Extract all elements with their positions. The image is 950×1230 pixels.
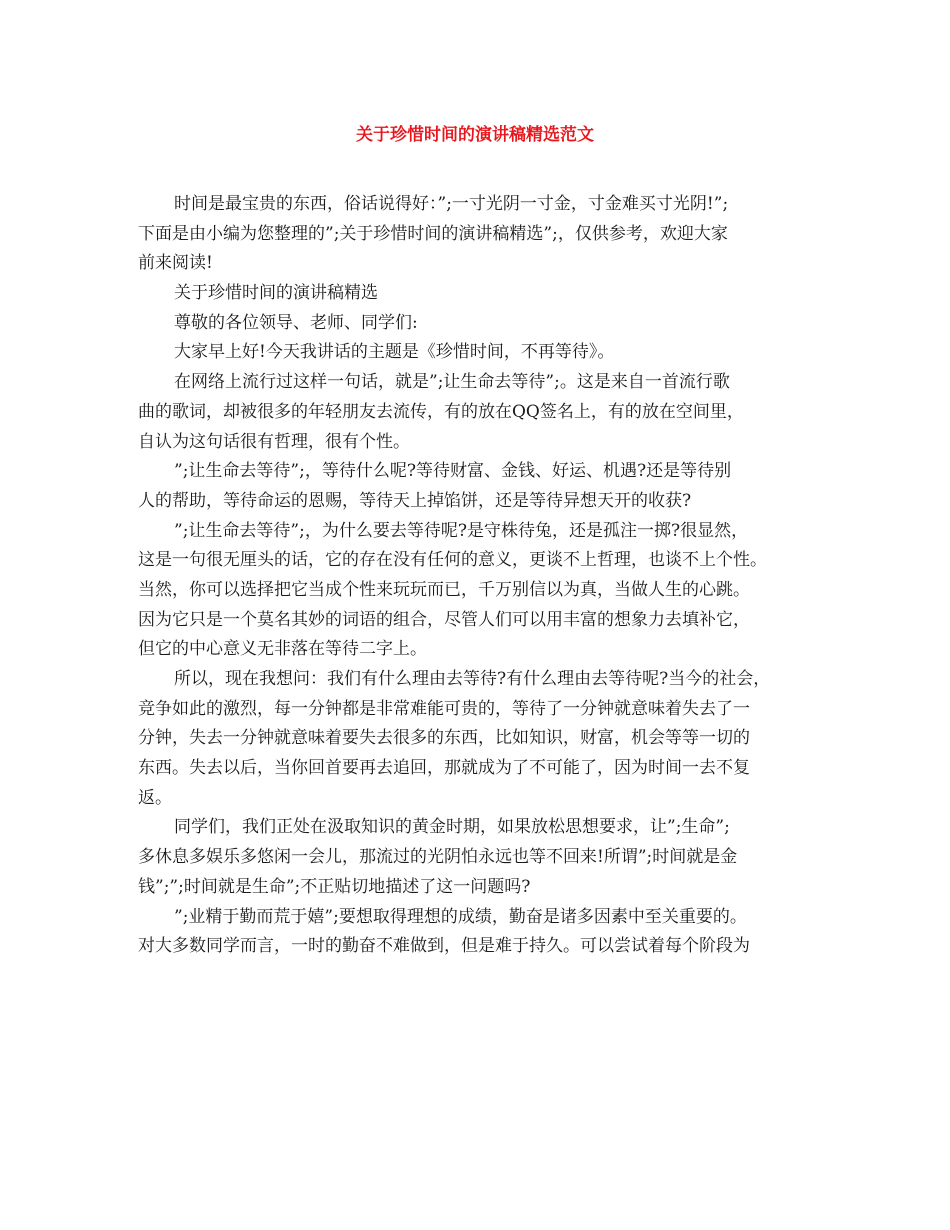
text-line: 自认为这句话很有哲理，很有个性。 <box>138 431 410 452</box>
text-line: 当然，你可以选择把它当成个性来玩玩而已，千万别信以为真，当做人生的心跳。 <box>138 579 750 600</box>
text-line: 对大多数同学而言，一时的勤奋不难做到，但是难于持久。可以尝试着每个阶段为 <box>138 936 750 957</box>
document-title: 关于珍惜时间的演讲稿精选范文 <box>356 125 594 145</box>
text-line: 钱”;”;时间就是生命”;不正贴切地描述了这一问题吗? <box>138 876 531 897</box>
text-line: 所以，现在我想问：我们有什么理由去等待?有什么理由去等待呢?当今的社会， <box>174 669 771 689</box>
text-line: 同学们，我们正处在汲取知识的黄金时期，如果放松思想要求，让”;生命”; <box>174 817 730 838</box>
text-line: 返。 <box>138 787 172 808</box>
text-line: 东西。失去以后，当你回首要再去追回，那就成为了不可能了，因为时间一去不复 <box>138 758 750 779</box>
text-line: 尊敬的各位领导、老师、同学们: <box>174 312 418 333</box>
text-line: 关于珍惜时间的演讲稿精选 <box>174 283 378 304</box>
text-line: ”;让生命去等待”;，等待什么呢?等待财富、金钱、好运、机遇?还是等待别 <box>174 461 732 482</box>
text-line: 在网络上流行过这样一句话，就是”;让生命去等待”;。这是来自一首流行歌 <box>174 372 730 393</box>
text-line: 大家早上好!今天我讲话的主题是《珍惜时间，不再等待》。 <box>174 342 615 363</box>
text-line: 时间是最宝贵的东西，俗话说得好：”;一寸光阴一寸金，寸金难买寸光阴!”; <box>174 194 729 214</box>
text-line: ”;让生命去等待”;，为什么要去等待呢?是守株待兔，还是孤注一掷?很显然， <box>174 520 749 541</box>
text-line: 下面是由小编为您整理的”;关于珍惜时间的演讲稿精选”;，仅供参考，欢迎大家 <box>138 223 728 244</box>
document-body <box>138 190 838 962</box>
text-line: 分钟，失去一分钟就意味着要失去很多的东西，比如知识，财富，机会等等一切的 <box>138 728 750 749</box>
text-line: 多休息多娱乐多悠闲一会儿，那流过的光阴怕永远也等不回来!所谓”;时间就是金 <box>138 847 738 868</box>
text-line: 前来阅读! <box>138 253 213 274</box>
text-line: 但它的中心意义无非落在等待二字上。 <box>138 639 427 660</box>
text-line: 曲的歌词，却被很多的年轻朋友去流传，有的放在QQ签名上，有的放在空间里， <box>138 401 744 422</box>
text-line: ”;业精于勤而荒于嬉”;要想取得理想的成绩，勤奋是诸多因素中至关重要的。 <box>174 906 747 927</box>
text-line: 人的帮助，等待命运的恩赐，等待天上掉馅饼，还是等待异想天开的收获? <box>138 490 692 511</box>
text-line: 因为它只是一个莫名其妙的词语的组合，尽管人们可以用丰富的想象力去填补它， <box>138 609 750 630</box>
text-line: 这是一句很无厘头的话，它的存在没有任何的意义，更谈不上哲理，也谈不上个性。 <box>138 550 767 571</box>
text-line: 竞争如此的激烈，每一分钟都是非常难能可贵的，等待了一分钟就意味着失去了一 <box>138 698 750 719</box>
